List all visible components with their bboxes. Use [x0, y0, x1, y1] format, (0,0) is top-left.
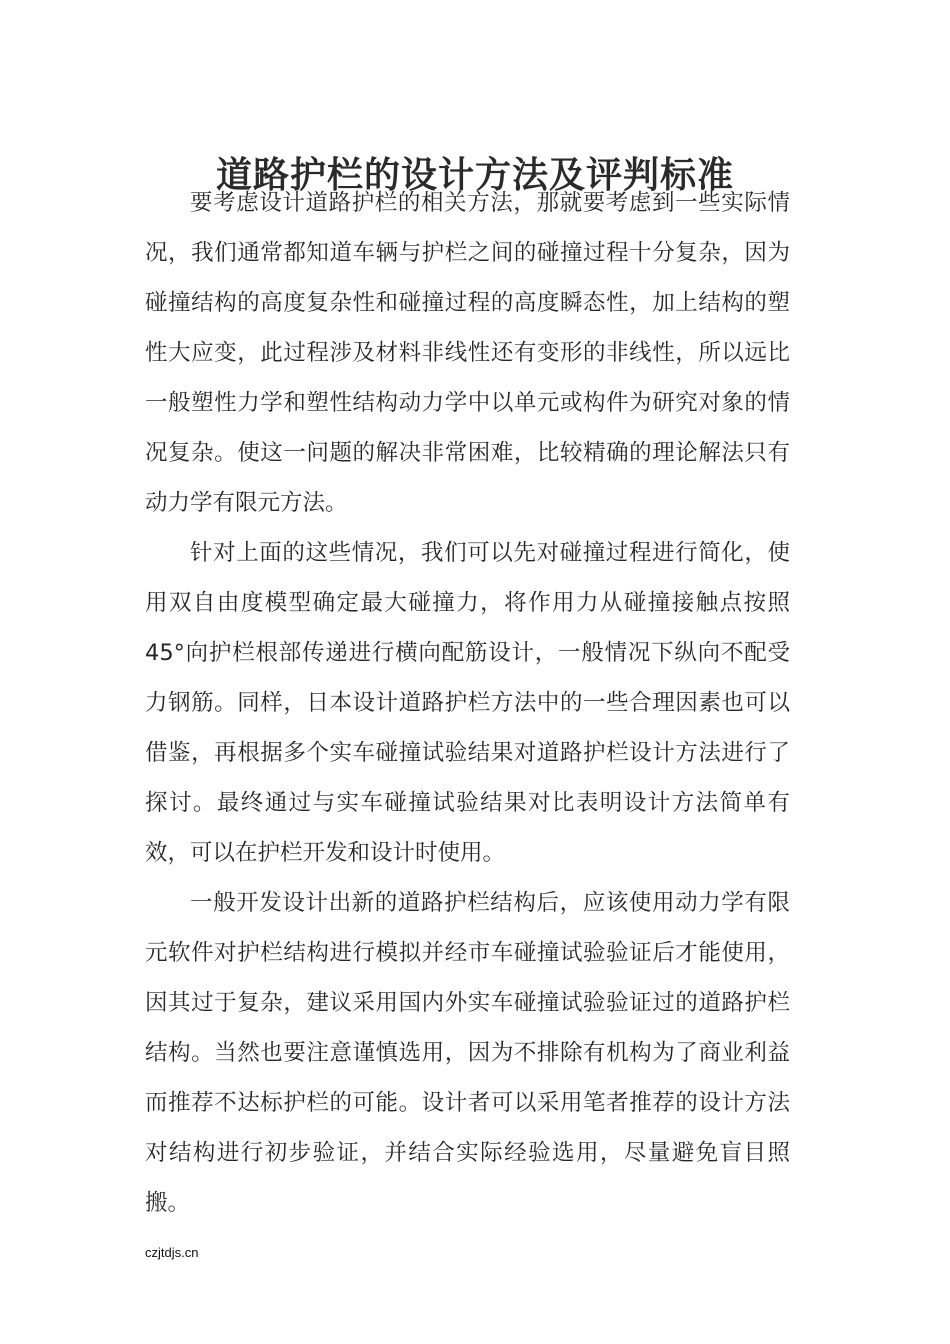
- footer-source: czjtdjs.cn: [145, 1245, 199, 1260]
- paragraph-2: 针对上面的这些情况，我们可以先对碰撞过程进行简化，使用双自由度模型确定最大碰撞力，将作用力从碰撞接触点按照 45°向护栏根部传递进行横向配筋设计，一般情况下纵向不配受力钢筋。同样，日本设计道路护栏方法中的一些合理因素也可以借鉴，再根据多个实车碰撞试验结果对道路护栏设计方法进行了探讨。最终通过与实车碰撞试验结果对比表明设计方法简单有效，可以在护栏开发和设计时使用。: [145, 540, 790, 866]
- paragraph-1: 要考虑设计道路护栏的相关方法，那就要考虑到一些实际情况，我们通常都知道车辆与护栏之间的碰撞过程十分复杂，因为碰撞结构的高度复杂性和碰撞过程的高度瞬态性，加上结构的塑性大应变，此过程涉及材料非线性还有变形的非线性，所以远比一般塑性力学和塑性结构动力学中以单元或构件为研究对象的情况复杂。使这一问题的解决非常困难，比较精确的理论解法只有动力学有限元方法。: [145, 190, 790, 516]
- document-body: [145, 178, 790, 1228]
- document-title: 道路护栏的设计方法及评判标准: [215, 155, 734, 197]
- paragraph-3: 一般开发设计出新的道路护栏结构后，应该使用动力学有限元软件对护栏结构进行模拟并经市车碰撞试验验证后才能使用，因其过于复杂，建议采用国内外实车碰撞试验验证过的道路护栏结构。当然也要注意谨慎选用，因为不排除有机构为了商业利益而推荐不达标护栏的可能。设计者可以采用笔者推荐的设计方法对结构进行初步验证，并结合实际经验选用，尽量避免盲目照搬。: [145, 890, 790, 1216]
